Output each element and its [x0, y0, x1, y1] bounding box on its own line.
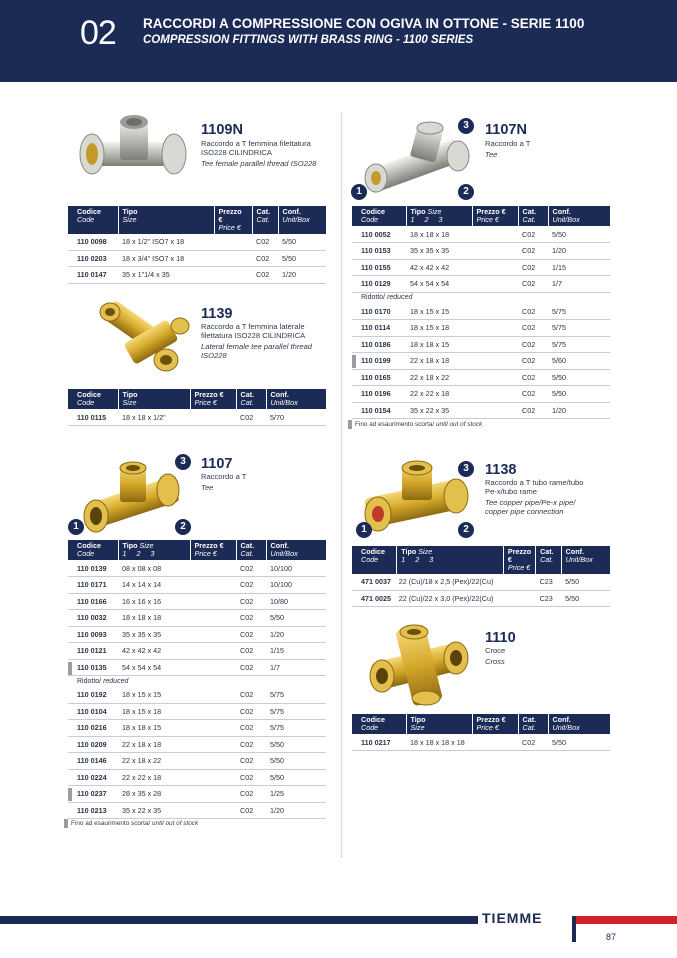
col-price: Prezzo € Price €: [472, 714, 518, 734]
desc-it: Raccordo a T femmina filettatura ISO228 CILINDRICA: [201, 139, 311, 157]
fitting-1107-image: [80, 460, 184, 538]
stock-note-right: Fino ad esaurimento scorta/ until out of stock: [348, 421, 482, 428]
col-conf: Conf. Unit/Box: [266, 540, 326, 560]
product-desc-1139: [201, 322, 326, 360]
col-cat: Cat. Cat.: [236, 540, 266, 560]
table-row: 110 0147 35 x 1"1/4 x 35 C02 1/20: [68, 267, 326, 284]
table-row: 110 0146 22 x 18 x 22 C02 5/50: [68, 753, 326, 770]
col-price: Prezzo € Price €: [190, 540, 236, 560]
table-row: 110 0166 16 x 16 x 16 C02 10/80: [68, 593, 326, 610]
product-code-1107: 1107: [201, 456, 233, 472]
col-cat: Cat. Cat.: [252, 206, 278, 234]
table-row: 110 0115 18 x 18 x 1/2" C02 5/70: [68, 409, 326, 426]
table-row: 110 0199 22 x 18 x 18 C02 5/60: [352, 353, 610, 370]
table-row: 110 0213 35 x 22 x 35 C02 1/20: [68, 802, 326, 819]
desc-en: Lateral female tee parallel thread ISO228: [201, 342, 313, 360]
product-desc-1107: [201, 472, 326, 492]
table-row: 110 0135 54 x 54 x 54 C02 1/7: [68, 659, 326, 676]
col-cat: Cat. Cat.: [236, 389, 266, 409]
table-row: 471 0037 22 (Cu)/18 x 2,5 (Pex)/22(Cu) C23 5/50: [352, 574, 610, 591]
col-type: Tipo Size 1 2 3: [118, 540, 190, 560]
brand-logo: TIEMME: [478, 910, 546, 926]
table-row: 110 0153 35 x 35 x 35 C02 1/20: [352, 243, 610, 260]
reduced-subheader: Ridotto/ reduced: [361, 294, 413, 302]
fitting-1107N-image: [362, 120, 474, 198]
table-row: 110 0170 18 x 15 x 15 C02 5/75: [352, 303, 610, 320]
table-row: 110 0129 54 x 54 x 54 C02 1/7: [352, 276, 610, 293]
col-conf: Conf. Unit/Box: [278, 206, 326, 234]
table-row: 110 0098 18 x 1/2" ISO7 x 18 C02 5/50: [68, 234, 326, 251]
table-row: 110 0216 18 x 18 x 15 C02 5/75: [68, 720, 326, 737]
col-type: Tipo Size: [406, 714, 472, 734]
col-conf: Conf. Unit/Box: [548, 206, 610, 226]
col-code: Codice Code: [352, 546, 397, 574]
table-row: 110 0203 18 x 3/4" ISO7 x 18 C02 5/50: [68, 250, 326, 267]
table-row: 110 0209 22 x 18 x 18 C02 5/50: [68, 736, 326, 753]
fitting-1110-image: [366, 624, 472, 706]
port-1-marker: 1: [68, 519, 84, 535]
section-number: 02: [80, 14, 116, 52]
product-code-1107N: 1107N: [485, 122, 527, 138]
table-row: 110 0114 18 x 15 x 18 C02 5/75: [352, 320, 610, 337]
desc-it: Raccordo a T femmina laterale filettatura ISO228 CILINDRICA: [201, 322, 306, 340]
footer-hook: [572, 916, 586, 942]
product-desc-1110: [485, 646, 595, 666]
product-code-1110: 1110: [485, 630, 516, 646]
stock-note-left: Fino ad esaurimento scorta/ until out of stock: [64, 820, 198, 827]
col-type: Tipo Size: [118, 206, 214, 234]
desc-en: Tee female parallel thread ISO228: [201, 159, 317, 168]
table-row: 110 0032 18 x 18 x 18 C02 5/50: [68, 610, 326, 627]
table-row: 110 0196 22 x 22 x 18 C02 5/50: [352, 386, 610, 403]
col-cat: Cat. Cat.: [518, 206, 548, 226]
col-price: Prezzo € Price €: [190, 389, 236, 409]
product-code-1109N: 1109N: [201, 122, 243, 138]
table-row: 110 0171 14 x 14 x 14 C02 10/100: [68, 577, 326, 594]
table-row: 110 0121 42 x 42 x 42 C02 1/15: [68, 643, 326, 660]
desc-it: Raccordo a T: [485, 139, 531, 148]
table-1109N: [68, 206, 326, 284]
col-type: Tipo Size: [118, 389, 190, 409]
port-2-marker: 2: [458, 522, 474, 538]
table-row: 110 0052 18 x 18 x 18 C02 5/50: [352, 226, 610, 243]
page-subtitle: COMPRESSION FITTINGS WITH BRASS RING - 1100 SERIES: [143, 34, 474, 46]
table-1107: [68, 540, 326, 819]
col-type: Tipo Size 1 2 3: [406, 206, 472, 226]
table-row: 110 0139 08 x 08 x 08 C02 10/100: [68, 560, 326, 577]
port-2-marker: 2: [175, 519, 191, 535]
desc-en: Tee: [485, 150, 498, 159]
col-code: Codice Code: [68, 206, 118, 234]
product-code-1139: 1139: [201, 306, 233, 322]
page-number: 87: [606, 932, 617, 942]
port-3-marker: 3: [458, 461, 474, 477]
col-type: Tipo Size 1 2 3: [397, 546, 504, 574]
table-1139: [68, 389, 326, 426]
col-price: Prezzo € Price €: [503, 546, 535, 574]
col-price: Prezzo € Price €: [214, 206, 252, 234]
col-conf: Conf. Unit/Box: [548, 714, 610, 734]
table-row: 110 0237 28 x 35 x 28 C02 1/25: [68, 786, 326, 803]
col-conf: Conf. Unit/Box: [266, 389, 326, 409]
product-code-1138: 1138: [485, 462, 517, 478]
col-conf: Conf. Unit/Box: [561, 546, 610, 574]
table-row: 471 0025 22 (Cu)/22 x 3,0 (Pex)/22(Cu) C23 5/50: [352, 590, 610, 607]
column-divider: [341, 112, 342, 857]
table-1107N: [352, 206, 610, 419]
reduced-subheader: Ridotto/ reduced: [77, 677, 129, 685]
product-desc-1109N: [201, 139, 326, 168]
table-1110: [352, 714, 610, 751]
table-row: 110 0154 35 x 22 x 35 C02 1/20: [352, 402, 610, 419]
desc-it: Croce: [485, 646, 506, 655]
port-1-marker: 1: [356, 522, 372, 538]
desc-en: Tee: [201, 483, 214, 492]
table-row: 110 0186 18 x 18 x 15 C02 5/75: [352, 336, 610, 353]
col-code: Codice Code: [68, 389, 118, 409]
port-3-marker: 3: [175, 454, 191, 470]
fitting-1139-image: [86, 300, 192, 376]
col-price: Prezzo € Price €: [472, 206, 518, 226]
fitting-1138-image: [360, 460, 472, 540]
footer-bar: [0, 916, 540, 924]
table-row: 110 0104 18 x 15 x 18 C02 5/75: [68, 703, 326, 720]
table-1138: [352, 546, 610, 607]
table-row: 110 0192 18 x 15 x 15 C02 5/75: [68, 687, 326, 704]
page-header: [0, 0, 677, 82]
col-code: Codice Code: [352, 206, 406, 226]
port-1-marker: 1: [351, 184, 367, 200]
port-3-marker: 3: [458, 118, 474, 134]
desc-it: Raccordo a T: [201, 472, 247, 481]
table-row: 110 0224 22 x 22 x 18 C02 5/50: [68, 769, 326, 786]
table-row: 110 0217 18 x 18 x 18 x 18 C02 5/50: [352, 734, 610, 751]
desc-it: Raccordo a T tubo rame/tubo Pe-x/tubo rame: [485, 478, 584, 496]
footer-accent: [572, 916, 677, 924]
table-row: 110 0165 22 x 18 x 22 C02 5/50: [352, 369, 610, 386]
fitting-1109N-image: [74, 112, 192, 194]
page-title: RACCORDI A COMPRESSIONE CON OGIVA IN OTTONE - SERIE 1100: [143, 16, 585, 31]
col-code: Codice Code: [352, 714, 406, 734]
product-desc-1138: [485, 478, 595, 516]
desc-en: Tee copper pipe/Pe-x pipe/ copper pipe connection: [485, 498, 576, 516]
port-2-marker: 2: [458, 184, 474, 200]
desc-en: Cross: [485, 657, 505, 666]
table-row: 110 0155 42 x 42 x 42 C02 1/15: [352, 259, 610, 276]
col-cat: Cat. Cat.: [518, 714, 548, 734]
col-code: Codice Code: [68, 540, 118, 560]
table-row: 110 0093 35 x 35 x 35 C02 1/20: [68, 626, 326, 643]
col-cat: Cat. Cat.: [536, 546, 562, 574]
product-desc-1107N: [485, 139, 605, 159]
